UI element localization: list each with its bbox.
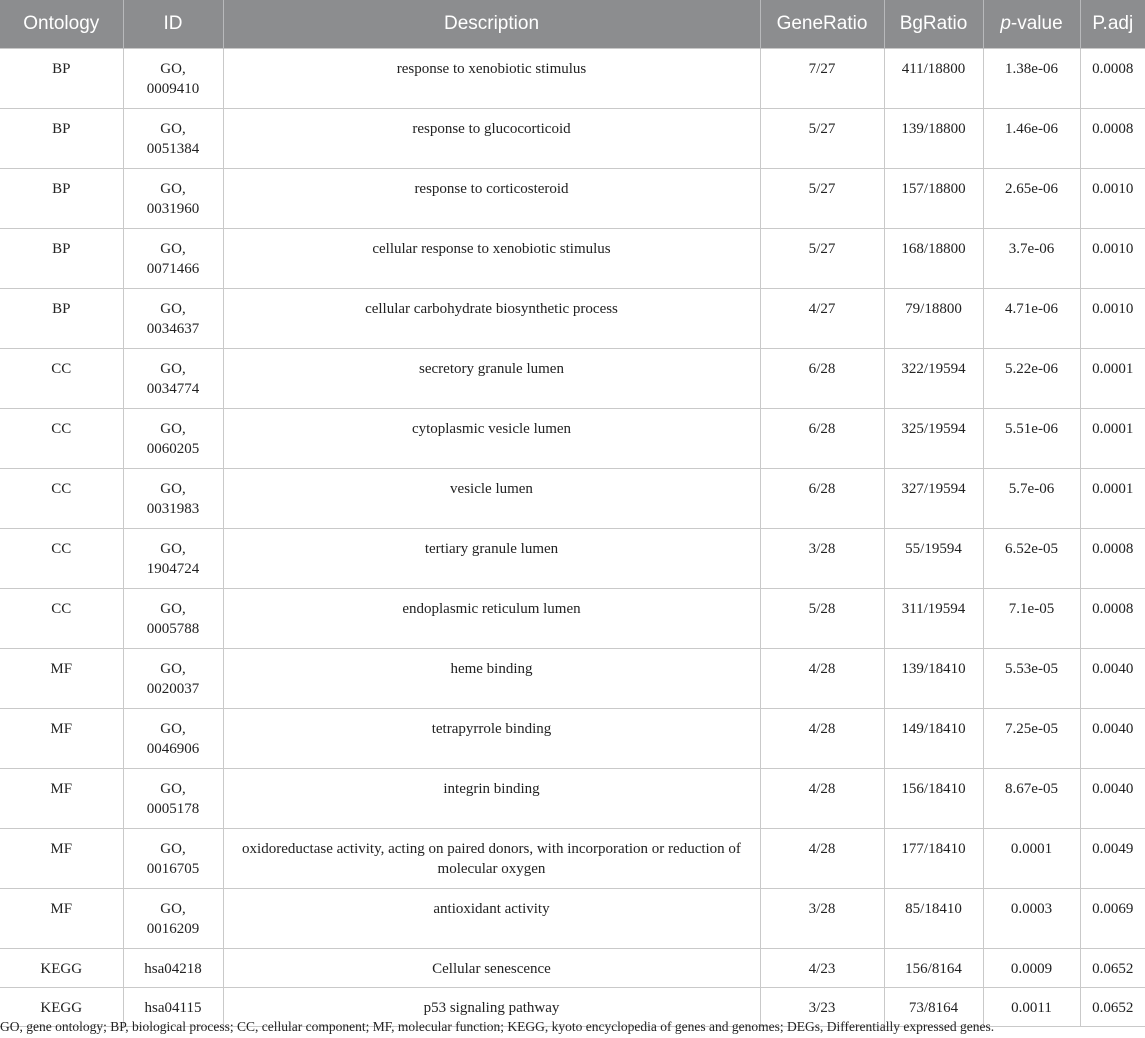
cell-gene-ratio: 5/28	[760, 589, 884, 649]
cell-id-part: GO,	[160, 901, 186, 917]
cell-id	[123, 949, 223, 988]
table-row	[0, 709, 1145, 769]
cell-gene-ratio: 3/28	[760, 889, 884, 949]
cell-id-part: 0031983	[146, 501, 200, 517]
cell-bg-ratio: 322/19594	[884, 349, 983, 409]
cell-p-value: 1.38e-06	[983, 49, 1080, 109]
cell-gene-ratio: 6/28	[760, 469, 884, 529]
cell-id-part: 0034637	[146, 321, 200, 337]
cell-p-adj: 0.0652	[1080, 988, 1145, 1027]
cell-id-part: 0020037	[146, 681, 200, 697]
cell-p-adj: 0.0010	[1080, 229, 1145, 289]
cell-id	[123, 229, 223, 289]
cell-id-part: 0005788	[146, 621, 200, 637]
cell-p-adj: 0.0652	[1080, 949, 1145, 988]
cell-id-part: 0071466	[146, 261, 200, 277]
cell-gene-ratio: 5/27	[760, 229, 884, 289]
cell-p-adj: 0.0001	[1080, 349, 1145, 409]
cell-p-value: 5.51e-06	[983, 409, 1080, 469]
cell-id	[123, 829, 223, 889]
cell-id-part: GO,	[160, 781, 186, 797]
cell-p-adj: 0.0008	[1080, 529, 1145, 589]
cell-id	[123, 49, 223, 109]
header-p-value-suffix: -value	[1010, 13, 1063, 34]
cell-ontology: CC	[0, 469, 123, 529]
cell-description: p53 signaling pathway	[223, 988, 760, 1027]
cell-description: cytoplasmic vesicle lumen	[223, 409, 760, 469]
cell-id	[123, 409, 223, 469]
cell-id	[123, 709, 223, 769]
cell-id-part: hsa04115	[144, 1000, 202, 1016]
cell-id-part: GO,	[160, 121, 186, 137]
cell-description: tetrapyrrole binding	[223, 709, 760, 769]
cell-description: oxidoreductase activity, acting on paired donors, with incorporation or reduction of molecular oxygen	[223, 829, 760, 889]
table-row	[0, 529, 1145, 589]
cell-description: heme binding	[223, 649, 760, 709]
table-row	[0, 289, 1145, 349]
header-bg-ratio: BgRatio	[884, 0, 983, 49]
cell-gene-ratio: 6/28	[760, 409, 884, 469]
cell-id	[123, 589, 223, 649]
cell-id	[123, 469, 223, 529]
cell-bg-ratio: 85/18410	[884, 889, 983, 949]
cell-gene-ratio: 5/27	[760, 109, 884, 169]
table-row	[0, 409, 1145, 469]
cell-id-part: GO,	[160, 841, 186, 857]
cell-id-part: GO,	[160, 421, 186, 437]
cell-p-value: 0.0001	[983, 829, 1080, 889]
cell-p-value: 0.0003	[983, 889, 1080, 949]
cell-id-part: 1904724	[146, 561, 200, 577]
cell-ontology: MF	[0, 889, 123, 949]
cell-bg-ratio: 325/19594	[884, 409, 983, 469]
table-body	[0, 49, 1145, 1027]
cell-id-part: 0046906	[146, 741, 200, 757]
cell-bg-ratio: 149/18410	[884, 709, 983, 769]
cell-p-value: 2.65e-06	[983, 169, 1080, 229]
cell-p-value: 5.22e-06	[983, 349, 1080, 409]
cell-id-part: 0016209	[146, 921, 200, 937]
cell-p-adj: 0.0040	[1080, 709, 1145, 769]
cell-id-part: GO,	[160, 361, 186, 377]
table-row	[0, 349, 1145, 409]
cell-id-part: GO,	[160, 301, 186, 317]
table-row	[0, 649, 1145, 709]
cell-ontology: MF	[0, 829, 123, 889]
cell-id-part: GO,	[160, 601, 186, 617]
cell-description: integrin binding	[223, 769, 760, 829]
cell-ontology: CC	[0, 589, 123, 649]
cell-p-adj: 0.0040	[1080, 769, 1145, 829]
cell-bg-ratio: 79/18800	[884, 289, 983, 349]
cell-gene-ratio: 4/28	[760, 649, 884, 709]
cell-id	[123, 109, 223, 169]
cell-ontology: BP	[0, 289, 123, 349]
cell-bg-ratio: 73/8164	[884, 988, 983, 1027]
header-ontology: Ontology	[0, 0, 123, 49]
cell-p-value: 7.1e-05	[983, 589, 1080, 649]
cell-ontology: CC	[0, 349, 123, 409]
cell-p-value: 3.7e-06	[983, 229, 1080, 289]
cell-id-part: GO,	[160, 661, 186, 677]
cell-p-value: 5.7e-06	[983, 469, 1080, 529]
cell-description: response to glucocorticoid	[223, 109, 760, 169]
cell-gene-ratio: 4/23	[760, 949, 884, 988]
header-p-value-prefix: p	[1000, 13, 1011, 34]
cell-id-part: GO,	[160, 181, 186, 197]
cell-description: antioxidant activity	[223, 889, 760, 949]
cell-bg-ratio: 55/19594	[884, 529, 983, 589]
header-p-value	[983, 0, 1080, 49]
cell-id	[123, 529, 223, 589]
cell-id-part: 0009410	[146, 81, 200, 97]
table-row	[0, 829, 1145, 889]
cell-id-part: 0005178	[146, 801, 200, 817]
cell-id-part: 0060205	[146, 441, 200, 457]
table-row	[0, 589, 1145, 649]
cell-p-adj: 0.0069	[1080, 889, 1145, 949]
cell-description: cellular response to xenobiotic stimulus	[223, 229, 760, 289]
cell-p-value: 6.52e-05	[983, 529, 1080, 589]
cell-id-part: hsa04218	[144, 961, 202, 977]
table-footnote: GO, gene ontology; BP, biological process; CC, cellular component; MF, molecular function; KEGG, kyoto encyclopedia of genes and genomes; DEGs, Differentially expressed genes.	[0, 1019, 995, 1034]
cell-ontology: MF	[0, 769, 123, 829]
cell-description: cellular carbohydrate biosynthetic process	[223, 289, 760, 349]
cell-p-adj: 0.0008	[1080, 589, 1145, 649]
cell-id-part: 0051384	[146, 141, 200, 157]
cell-id	[123, 349, 223, 409]
cell-p-value: 4.71e-06	[983, 289, 1080, 349]
cell-p-adj: 0.0008	[1080, 109, 1145, 169]
cell-id-part: 0031960	[146, 201, 200, 217]
cell-p-adj: 0.0008	[1080, 49, 1145, 109]
cell-ontology: BP	[0, 109, 123, 169]
cell-ontology: MF	[0, 709, 123, 769]
cell-ontology: KEGG	[0, 988, 123, 1027]
cell-id-part: 0016705	[146, 861, 200, 877]
cell-bg-ratio: 168/18800	[884, 229, 983, 289]
cell-bg-ratio: 177/18410	[884, 829, 983, 889]
cell-bg-ratio: 139/18800	[884, 109, 983, 169]
cell-description: Cellular senescence	[223, 949, 760, 988]
header-row	[0, 0, 1145, 49]
cell-id	[123, 169, 223, 229]
cell-gene-ratio: 4/27	[760, 289, 884, 349]
cell-id-part: 0034774	[146, 381, 200, 397]
table-row	[0, 49, 1145, 109]
cell-ontology: KEGG	[0, 949, 123, 988]
cell-p-value: 7.25e-05	[983, 709, 1080, 769]
table-row	[0, 769, 1145, 829]
header-id: ID	[123, 0, 223, 49]
cell-bg-ratio: 327/19594	[884, 469, 983, 529]
cell-p-value: 0.0011	[983, 988, 1080, 1027]
cell-id	[123, 649, 223, 709]
cell-id-part: GO,	[160, 481, 186, 497]
cell-gene-ratio: 7/27	[760, 49, 884, 109]
cell-gene-ratio: 3/23	[760, 988, 884, 1027]
cell-p-adj: 0.0010	[1080, 169, 1145, 229]
cell-p-value: 0.0009	[983, 949, 1080, 988]
table-row	[0, 169, 1145, 229]
cell-ontology: BP	[0, 49, 123, 109]
cell-p-adj: 0.0049	[1080, 829, 1145, 889]
cell-gene-ratio: 3/28	[760, 529, 884, 589]
table-row	[0, 889, 1145, 949]
cell-ontology: CC	[0, 529, 123, 589]
cell-description: endoplasmic reticulum lumen	[223, 589, 760, 649]
cell-bg-ratio: 156/18410	[884, 769, 983, 829]
header-gene-ratio: GeneRatio	[760, 0, 884, 49]
cell-ontology: MF	[0, 649, 123, 709]
cell-gene-ratio: 4/28	[760, 709, 884, 769]
cell-id-part: GO,	[160, 721, 186, 737]
cell-ontology: CC	[0, 409, 123, 469]
cell-description: response to xenobiotic stimulus	[223, 49, 760, 109]
table-row	[0, 469, 1145, 529]
cell-bg-ratio: 139/18410	[884, 649, 983, 709]
cell-gene-ratio: 4/28	[760, 829, 884, 889]
cell-bg-ratio: 311/19594	[884, 589, 983, 649]
table-row	[0, 949, 1145, 988]
cell-id	[123, 889, 223, 949]
cell-id	[123, 769, 223, 829]
cell-p-value: 1.46e-06	[983, 109, 1080, 169]
cell-gene-ratio: 5/27	[760, 169, 884, 229]
table-row	[0, 229, 1145, 289]
cell-p-adj: 0.0040	[1080, 649, 1145, 709]
cell-bg-ratio: 157/18800	[884, 169, 983, 229]
header-description: Description	[223, 0, 760, 49]
cell-ontology: BP	[0, 169, 123, 229]
cell-description: secretory granule lumen	[223, 349, 760, 409]
cell-bg-ratio: 156/8164	[884, 949, 983, 988]
cell-p-adj: 0.0010	[1080, 289, 1145, 349]
cell-p-value: 5.53e-05	[983, 649, 1080, 709]
header-p-adj: P.adj	[1080, 0, 1145, 49]
cell-description: tertiary granule lumen	[223, 529, 760, 589]
cell-id-part: GO,	[160, 541, 186, 557]
cell-description: vesicle lumen	[223, 469, 760, 529]
cell-gene-ratio: 4/28	[760, 769, 884, 829]
cell-p-adj: 0.0001	[1080, 409, 1145, 469]
cell-gene-ratio: 6/28	[760, 349, 884, 409]
cell-id-part: GO,	[160, 61, 186, 77]
cell-p-adj: 0.0001	[1080, 469, 1145, 529]
cell-ontology: BP	[0, 229, 123, 289]
cell-bg-ratio: 411/18800	[884, 49, 983, 109]
cell-id	[123, 289, 223, 349]
table-row	[0, 109, 1145, 169]
cell-description: response to corticosteroid	[223, 169, 760, 229]
cell-p-value: 8.67e-05	[983, 769, 1080, 829]
cell-id-part: GO,	[160, 241, 186, 257]
